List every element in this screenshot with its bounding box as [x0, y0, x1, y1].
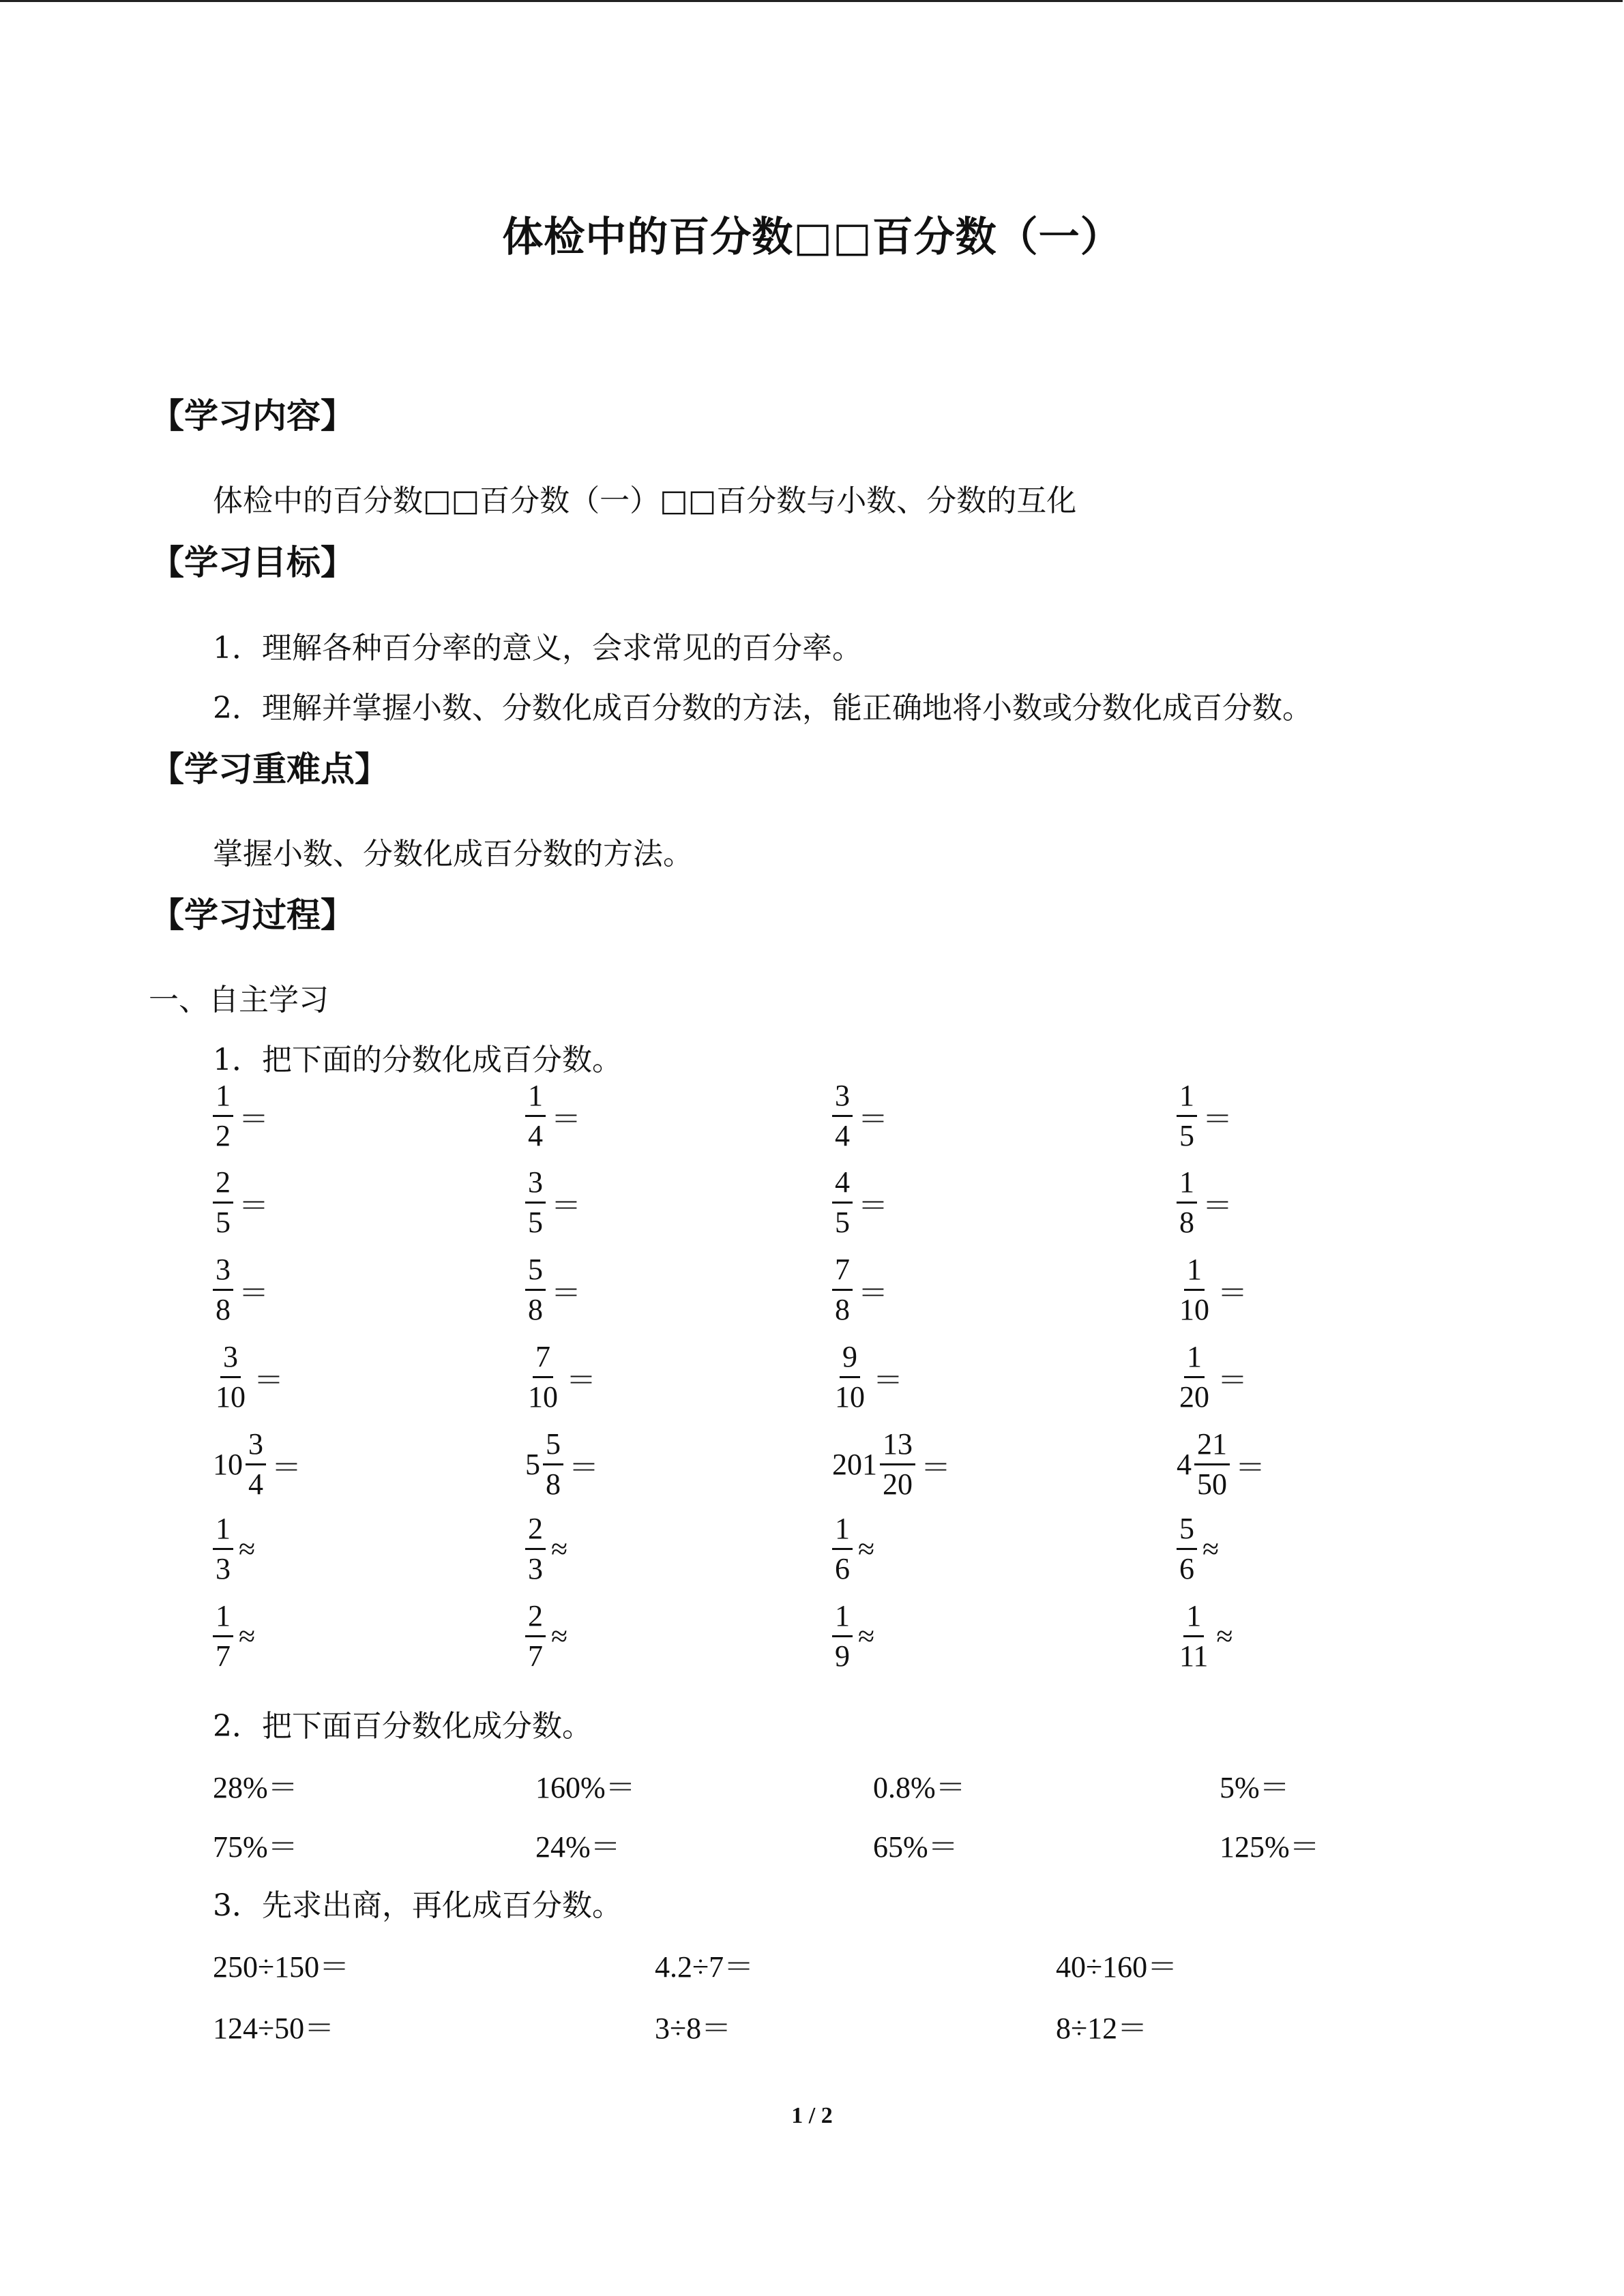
percent-exercise: 125%＝ [1220, 1830, 1320, 1864]
key-text: 掌握小数、分数化成百分数的方法。 [213, 837, 693, 871]
denominator: 5 [835, 1206, 850, 1239]
numerator: 1 [213, 1514, 233, 1550]
fraction-exercise [525, 1081, 581, 1151]
numerator: 3 [832, 1081, 853, 1117]
fraction-exercise [213, 1167, 269, 1238]
whole-number: 10 [213, 1448, 243, 1481]
page-title: 体检中的百分数□□百分数（一） [502, 213, 1122, 261]
fraction [1177, 1167, 1197, 1238]
operator-sign: ≈ [551, 1532, 568, 1566]
percent-exercise: 28%＝ [213, 1771, 298, 1804]
fraction-exercise [213, 1601, 255, 1671]
operator-sign: ＝ [1217, 1363, 1247, 1397]
percent-exercise: 5%＝ [1220, 1771, 1290, 1804]
question-1-label: 1．把下面的分数化成百分数。 [213, 1043, 622, 1077]
goal-item-2: 2．理解并掌握小数、分数化成百分数的方法，能正确地将小数或分数化成百分数。 [213, 691, 1312, 726]
fraction-exercise [832, 1255, 888, 1325]
numerator: 1 [832, 1514, 853, 1550]
fraction-exercise [832, 1514, 874, 1584]
fraction [1177, 1514, 1197, 1584]
fraction-exercise [1177, 1167, 1232, 1238]
fraction-exercise [525, 1167, 581, 1238]
fraction-exercise [1177, 1342, 1247, 1412]
fraction-exercise [525, 1255, 581, 1325]
fraction [832, 1255, 853, 1325]
denominator: 6 [1179, 1552, 1194, 1585]
numerator: 1 [1177, 1081, 1197, 1117]
operator-sign: ＝ [239, 1189, 269, 1223]
fraction [525, 1601, 546, 1671]
fraction-exercise [213, 1429, 301, 1500]
operator-sign: ＝ [271, 1450, 301, 1485]
fraction-exercise [1177, 1601, 1233, 1671]
numerator: 5 [525, 1255, 546, 1291]
operator-sign: ≈ [239, 1532, 256, 1566]
fraction [213, 1514, 233, 1584]
denominator: 20 [883, 1467, 913, 1501]
percent-exercise: 75%＝ [213, 1830, 298, 1864]
goal-item-1: 1．理解各种百分率的意义，会求常见的百分率。 [213, 631, 862, 666]
operator-sign: ＝ [1202, 1102, 1232, 1136]
fraction-exercise [213, 1255, 269, 1325]
fraction [246, 1429, 266, 1500]
denominator: 5 [528, 1206, 543, 1239]
fraction-exercise [525, 1342, 596, 1412]
operator-sign: ≈ [858, 1532, 875, 1566]
section-header-goals: 【学习目标】 [150, 543, 355, 582]
fraction [525, 1081, 546, 1151]
fraction [213, 1081, 233, 1151]
fraction-exercise [525, 1601, 567, 1671]
numerator: 3 [220, 1342, 241, 1378]
operator-sign: ＝ [551, 1102, 581, 1136]
denominator: 8 [528, 1293, 543, 1326]
denominator: 8 [835, 1293, 850, 1326]
fraction [1177, 1255, 1212, 1325]
division-exercise: 3÷8＝ [655, 2012, 732, 2045]
denominator: 10 [835, 1380, 865, 1414]
numerator: 9 [840, 1342, 860, 1378]
fraction-exercise [832, 1167, 888, 1238]
operator-sign: ＝ [858, 1189, 888, 1223]
numerator: 1 [832, 1601, 853, 1637]
whole-number: 201 [832, 1448, 877, 1481]
numerator: 1 [1184, 1255, 1205, 1291]
section-header-key: 【学习重难点】 [150, 749, 389, 789]
numerator: 2 [213, 1167, 233, 1204]
denominator: 8 [1179, 1206, 1194, 1239]
denominator: 10 [1179, 1293, 1209, 1326]
numerator: 7 [533, 1342, 553, 1378]
percent-exercise: 0.8%＝ [873, 1771, 966, 1804]
denominator: 3 [528, 1552, 543, 1585]
fraction-exercise [832, 1429, 951, 1500]
content-text: 体检中的百分数□□百分数（一）□□百分数与小数、分数的互化 [213, 483, 1077, 518]
numerator: 5 [1177, 1514, 1197, 1550]
operator-sign: ＝ [1217, 1276, 1247, 1310]
fraction [832, 1081, 853, 1151]
numerator: 2 [525, 1601, 546, 1637]
fraction [525, 1514, 546, 1584]
operator-sign: ＝ [254, 1363, 284, 1397]
denominator: 4 [248, 1467, 263, 1501]
numerator: 4 [832, 1167, 853, 1204]
numerator: 3 [246, 1429, 266, 1465]
whole-number: 5 [525, 1448, 540, 1481]
denominator: 7 [528, 1639, 543, 1673]
denominator: 8 [546, 1467, 561, 1501]
denominator: 3 [216, 1552, 231, 1585]
fraction-exercise [213, 1081, 269, 1151]
fraction [1177, 1081, 1197, 1151]
numerator: 3 [525, 1167, 546, 1204]
fraction-exercise [1177, 1429, 1265, 1500]
numerator: 5 [543, 1429, 563, 1465]
numerator: 3 [213, 1255, 233, 1291]
section-header-content: 【学习内容】 [150, 396, 355, 436]
numerator: 7 [832, 1255, 853, 1291]
numerator: 1 [1177, 1167, 1197, 1204]
denominator: 6 [835, 1552, 850, 1585]
percent-exercise: 160%＝ [535, 1771, 636, 1804]
question-2-label: 2．把下面百分数化成分数。 [213, 1709, 592, 1744]
operator-sign: ＝ [1235, 1450, 1265, 1485]
denominator: 5 [216, 1206, 231, 1239]
division-exercise: 250÷150＝ [213, 1950, 350, 1984]
fraction-exercise [832, 1342, 903, 1412]
fraction-exercise [832, 1081, 888, 1151]
fraction-exercise [1177, 1255, 1247, 1325]
operator-sign: ＝ [873, 1363, 903, 1397]
denominator: 50 [1197, 1467, 1227, 1501]
numerator: 1 [213, 1601, 233, 1637]
operator-sign: ＝ [858, 1102, 888, 1136]
question-3-label: 3．先求出商，再化成百分数。 [213, 1888, 622, 1923]
fraction [525, 1255, 546, 1325]
operator-sign: ＝ [566, 1363, 596, 1397]
operator-sign: ≈ [1216, 1620, 1233, 1653]
fraction-exercise [213, 1342, 284, 1412]
fraction [525, 1167, 546, 1238]
numerator: 1 [1184, 1342, 1205, 1378]
numerator: 1 [1183, 1601, 1204, 1637]
operator-sign: ＝ [239, 1102, 269, 1136]
fraction [832, 1514, 853, 1584]
fraction [213, 1342, 248, 1412]
percent-exercise: 65%＝ [873, 1830, 958, 1864]
numerator: 21 [1194, 1429, 1230, 1465]
fraction [213, 1601, 233, 1671]
percent-exercise: 24%＝ [535, 1830, 621, 1864]
numerator: 2 [525, 1514, 546, 1550]
numerator: 13 [880, 1429, 915, 1465]
operator-sign: ≈ [239, 1620, 256, 1653]
operator-sign: ＝ [551, 1189, 581, 1223]
operator-sign: ＝ [1202, 1189, 1232, 1223]
fraction-exercise [213, 1514, 255, 1584]
fraction-exercise [525, 1429, 599, 1500]
operator-sign: ＝ [551, 1276, 581, 1310]
fraction [543, 1429, 563, 1500]
fraction-exercise [525, 1514, 567, 1584]
denominator: 5 [1179, 1119, 1194, 1152]
operator-sign: ≈ [551, 1620, 568, 1653]
fraction-exercise [1177, 1081, 1232, 1151]
operator-sign: ≈ [1202, 1532, 1220, 1566]
operator-sign: ＝ [239, 1276, 269, 1310]
page-top-border [0, 0, 1623, 5]
fraction [1177, 1601, 1211, 1671]
fraction-exercise [1177, 1514, 1219, 1584]
whole-number: 4 [1177, 1448, 1192, 1481]
self-study-label: 一、自主学习 [149, 983, 329, 1017]
denominator: 10 [216, 1380, 246, 1414]
fraction [1194, 1429, 1230, 1500]
denominator: 8 [216, 1293, 231, 1326]
operator-sign: ＝ [858, 1276, 888, 1310]
operator-sign: ≈ [858, 1620, 875, 1653]
division-exercise: 40÷160＝ [1056, 1950, 1178, 1984]
denominator: 4 [528, 1119, 543, 1152]
fraction [832, 1167, 853, 1238]
denominator: 11 [1179, 1639, 1209, 1673]
page-number: 1 / 2 [791, 2103, 833, 2128]
denominator: 7 [216, 1639, 231, 1673]
division-exercise: 4.2÷7＝ [655, 1950, 754, 1984]
fraction [1177, 1342, 1212, 1412]
fraction [832, 1601, 853, 1671]
fraction [880, 1429, 915, 1500]
section-header-process: 【学习过程】 [150, 895, 355, 935]
denominator: 4 [835, 1119, 850, 1152]
numerator: 1 [213, 1081, 233, 1117]
fraction [213, 1255, 233, 1325]
denominator: 9 [835, 1639, 850, 1673]
denominator: 20 [1179, 1380, 1209, 1414]
fraction [213, 1167, 233, 1238]
operator-sign: ＝ [569, 1450, 599, 1485]
denominator: 10 [528, 1380, 558, 1414]
fraction [525, 1342, 561, 1412]
fraction [832, 1342, 868, 1412]
division-exercise: 8÷12＝ [1056, 2012, 1148, 2045]
division-exercise: 124÷50＝ [213, 2012, 335, 2045]
operator-sign: ＝ [921, 1450, 951, 1485]
numerator: 1 [525, 1081, 546, 1117]
fraction-exercise [832, 1601, 874, 1671]
denominator: 2 [216, 1119, 231, 1152]
